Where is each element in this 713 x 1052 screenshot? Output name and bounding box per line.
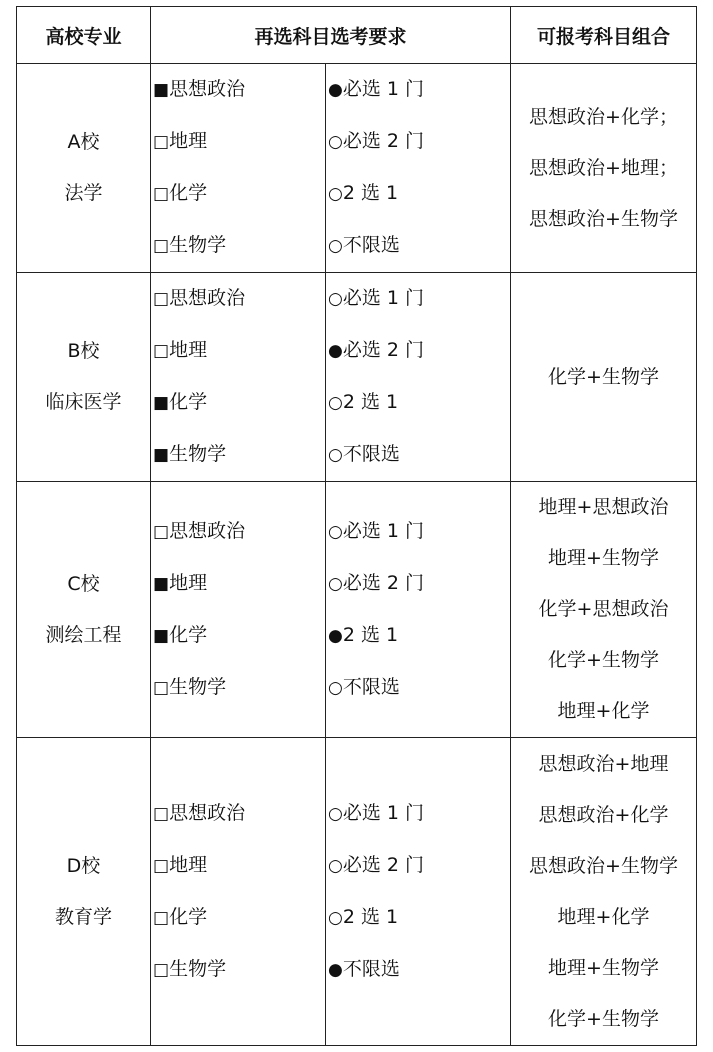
unselected-radio-icon: ○ — [328, 289, 343, 309]
subject-item — [151, 892, 325, 944]
subjects-cell — [151, 64, 326, 273]
combo-item: 地理+思想政治 — [538, 496, 669, 518]
checked-box-icon: ■ — [153, 80, 170, 100]
subject-item — [151, 325, 325, 377]
combos-cell — [511, 64, 697, 273]
option-item — [326, 662, 510, 714]
combo-item: 化学+思想政治 — [538, 598, 669, 620]
subject-label: 地理 — [169, 853, 208, 876]
subject-item — [151, 662, 325, 714]
unchecked-box-icon: □ — [153, 677, 170, 698]
school-name: D校 — [66, 854, 101, 877]
combo-item: 地理+生物学 — [548, 956, 659, 979]
unselected-radio-icon: ○ — [328, 445, 343, 465]
subject-label: 地理 — [169, 130, 208, 152]
option-label: 不限选 — [342, 675, 400, 698]
subject-item — [151, 220, 325, 272]
unchecked-box-icon: □ — [153, 341, 170, 361]
options-cell — [326, 64, 511, 273]
combo-item: 思想政治+化学 — [538, 803, 669, 826]
school-name: A校 — [67, 131, 100, 153]
subjects-cell — [151, 738, 326, 1046]
school-name: C校 — [67, 572, 100, 595]
header-row — [17, 7, 697, 64]
major-name: 测绘工程 — [45, 623, 122, 646]
table-row — [17, 273, 697, 482]
subjects-cell — [151, 482, 326, 738]
unchecked-box-icon: □ — [153, 803, 170, 824]
options-cell — [326, 738, 511, 1046]
unselected-radio-icon: ○ — [328, 855, 343, 876]
selected-radio-icon: ● — [328, 80, 343, 100]
options-cell — [326, 273, 511, 482]
option-item — [326, 840, 510, 892]
combos-cell — [511, 482, 697, 738]
combo-item: 地理+化学 — [557, 700, 650, 722]
subject-item — [151, 64, 325, 116]
header-major: 高校专业 — [17, 7, 151, 64]
school-major-cell — [17, 482, 151, 738]
subject-label: 生物学 — [169, 957, 227, 980]
option-item — [326, 377, 510, 429]
combo-item: 思想政治+生物学 — [529, 854, 678, 877]
option-label: 必选 1 门 — [342, 519, 425, 542]
subject-item — [151, 610, 325, 662]
combo-item: 化学+生物学 — [548, 1007, 659, 1030]
option-label: 2 选 1 — [342, 623, 399, 646]
option-label: 必选 1 门 — [342, 78, 425, 100]
subject-label: 化学 — [169, 182, 208, 204]
unchecked-box-icon: □ — [153, 236, 170, 256]
option-label: 2 选 1 — [342, 905, 399, 928]
subject-item — [151, 788, 325, 840]
option-label: 2 选 1 — [342, 391, 399, 413]
unchecked-box-icon: □ — [153, 959, 170, 980]
option-label: 不限选 — [342, 234, 400, 256]
checked-box-icon: ■ — [153, 573, 170, 594]
option-item — [326, 558, 510, 610]
options-cell — [326, 482, 511, 738]
unselected-radio-icon: ○ — [328, 184, 343, 204]
unchecked-box-icon: □ — [153, 289, 170, 309]
option-item — [326, 506, 510, 558]
combo-item: 地理+化学 — [557, 905, 650, 928]
option-item — [326, 273, 510, 325]
subject-item — [151, 377, 325, 429]
unchecked-box-icon: □ — [153, 132, 170, 152]
subject-item — [151, 273, 325, 325]
subject-item — [151, 944, 325, 996]
combo-item: 思想政治+生物学 — [529, 207, 678, 230]
combo-item: 思想政治+化学； — [529, 105, 678, 128]
subject-label: 思想政治 — [169, 801, 246, 824]
subject-item — [151, 429, 325, 481]
option-label: 不限选 — [342, 957, 400, 980]
school-name: B校 — [67, 340, 100, 362]
checked-box-icon: ■ — [153, 445, 170, 465]
combo-item: 化学+生物学 — [548, 649, 659, 671]
combo-item: 思想政治+地理 — [538, 752, 669, 775]
subject-label: 化学 — [169, 391, 208, 413]
checked-box-icon: ■ — [153, 625, 170, 646]
checked-box-icon: ■ — [153, 393, 170, 413]
option-label: 必选 1 门 — [342, 801, 425, 824]
option-item — [326, 116, 510, 168]
subject-label: 生物学 — [169, 234, 227, 256]
subject-label: 生物学 — [169, 443, 227, 465]
option-label: 必选 1 门 — [342, 287, 425, 309]
combos-cell — [511, 273, 697, 482]
option-label: 必选 2 门 — [342, 853, 425, 876]
table-row — [17, 482, 697, 738]
subject-item — [151, 558, 325, 610]
header-requirement: 再选科目选考要求 — [151, 7, 511, 64]
subject-item — [151, 840, 325, 892]
unselected-radio-icon: ○ — [328, 907, 343, 928]
selected-radio-icon: ● — [328, 625, 343, 646]
subject-item — [151, 168, 325, 220]
unchecked-box-icon: □ — [153, 855, 170, 876]
subject-label: 化学 — [169, 623, 208, 646]
option-label: 必选 2 门 — [342, 571, 425, 594]
option-item — [326, 788, 510, 840]
selected-radio-icon: ● — [328, 341, 343, 361]
subject-label: 化学 — [169, 905, 208, 928]
option-label: 必选 2 门 — [342, 339, 425, 361]
major-name: 教育学 — [54, 905, 112, 928]
school-major-cell — [17, 64, 151, 273]
subject-item — [151, 506, 325, 558]
table-row — [17, 738, 697, 1046]
option-item — [326, 610, 510, 662]
subject-label: 思想政治 — [169, 78, 246, 100]
header-combos: 可报考科目组合 — [511, 7, 697, 64]
option-item — [326, 944, 510, 996]
option-item — [326, 325, 510, 377]
table-row — [17, 64, 697, 273]
selected-radio-icon: ● — [328, 959, 343, 980]
option-label: 不限选 — [342, 443, 400, 465]
major-name: 临床医学 — [45, 391, 122, 413]
option-item — [326, 892, 510, 944]
unselected-radio-icon: ○ — [328, 132, 343, 152]
option-label: 2 选 1 — [342, 182, 399, 204]
subject-item — [151, 116, 325, 168]
subject-requirement-table — [16, 6, 697, 1046]
unselected-radio-icon: ○ — [328, 236, 343, 256]
subject-label: 生物学 — [169, 675, 227, 698]
unchecked-box-icon: □ — [153, 907, 170, 928]
major-name: 法学 — [64, 182, 103, 204]
option-item — [326, 220, 510, 272]
unselected-radio-icon: ○ — [328, 393, 343, 413]
subject-label: 地理 — [169, 571, 208, 594]
unselected-radio-icon: ○ — [328, 573, 343, 594]
unchecked-box-icon: □ — [153, 521, 170, 542]
combo-item: 思想政治+地理； — [529, 156, 678, 179]
subject-label: 思想政治 — [169, 519, 246, 542]
school-major-cell — [17, 273, 151, 482]
subject-label: 思想政治 — [169, 287, 246, 309]
option-item — [326, 168, 510, 220]
unselected-radio-icon: ○ — [328, 677, 343, 698]
option-item — [326, 64, 510, 116]
unselected-radio-icon: ○ — [328, 521, 343, 542]
combo-item: 地理+生物学 — [548, 547, 659, 569]
option-label: 必选 2 门 — [342, 130, 425, 152]
subjects-cell — [151, 273, 326, 482]
school-major-cell — [17, 738, 151, 1046]
option-item — [326, 429, 510, 481]
subject-label: 地理 — [169, 339, 208, 361]
combo-item: 化学+生物学 — [548, 365, 659, 388]
unchecked-box-icon: □ — [153, 184, 170, 204]
unselected-radio-icon: ○ — [328, 803, 343, 824]
combos-cell — [511, 738, 697, 1046]
